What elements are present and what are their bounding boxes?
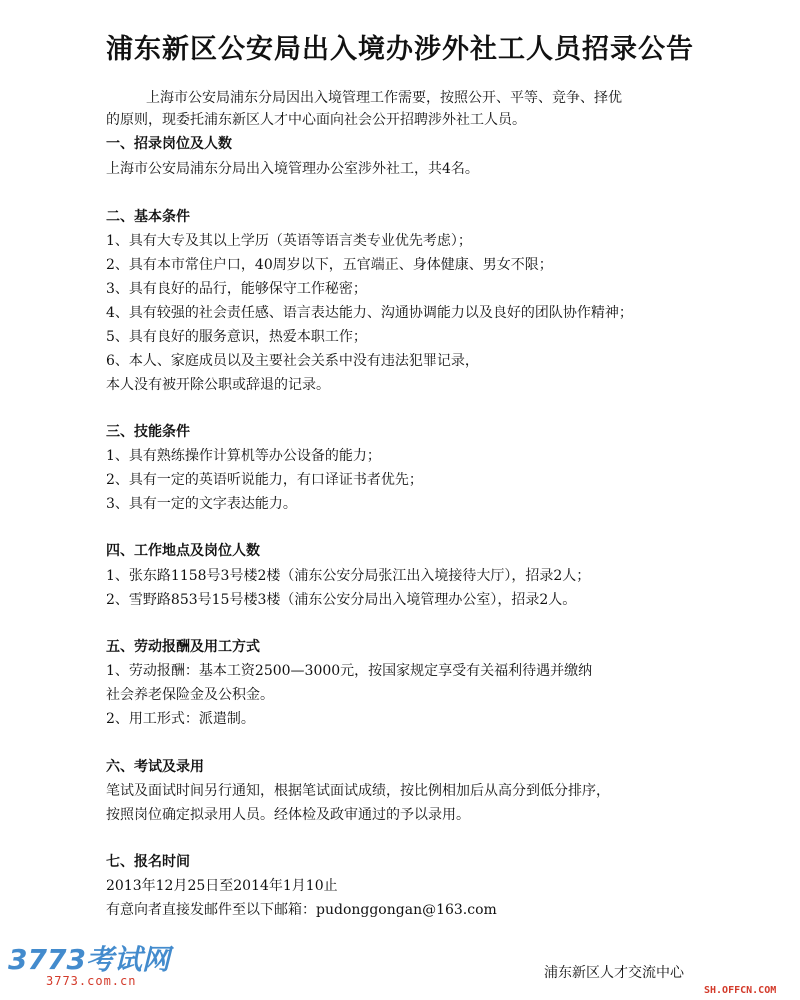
- section-line: 上海市公安局浦东分局出入境管理办公室涉外社工，共4名。: [106, 161, 479, 177]
- notice-title: 浦东新区公安局出入境办涉外社工人员招录公告: [106, 34, 694, 65]
- section-heading: 三、技能条件: [106, 424, 190, 440]
- watermark-url: 3773.com.cn: [46, 974, 137, 988]
- section-line: 4、具有较强的社会责任感、语言表达能力、沟通协调能力以及良好的团队协作精神；: [106, 305, 633, 321]
- section-line: 3、具有一定的文字表达能力。: [106, 496, 297, 512]
- section-heading: 六、考试及录用: [106, 759, 204, 775]
- section-line: 按照岗位确定拟录用人员。经体检及政审通过的予以录用。: [106, 807, 470, 823]
- section-line: 有意向者直接发邮件至以下邮箱：pudonggongan@163.com: [106, 902, 497, 918]
- section-line: 1、张东路1158号3号楼2楼（浦东公安分局张江出入境接待大厅），招录2人；: [106, 568, 591, 584]
- watermark-logo: 3773考试网: [8, 943, 170, 976]
- section-line: 1、具有大专及其以上学历（英语等语言类专业优先考虑）；: [106, 233, 472, 249]
- section-heading: 一、招录岗位及人数: [106, 136, 232, 152]
- section-line: 2、用工形式：派遣制。: [106, 711, 255, 727]
- section-line: 2、雪野路853号15号楼3楼（浦东公安分局出入境管理办公室），招录2人。: [106, 592, 577, 608]
- section-line: 2、具有一定的英语听说能力，有口译证书者优先；: [106, 472, 423, 488]
- section-line: 3、具有良好的品行，能够保守工作秘密；: [106, 281, 367, 297]
- section-line: 2、具有本市常住户口，40周岁以下，五官端正、身体健康、男女不限；: [106, 257, 553, 273]
- watermark-site: SH.OFFCN.COM: [704, 985, 777, 996]
- section-heading: 五、劳动报酬及用工方式: [106, 639, 260, 655]
- signature: 浦东新区人才交流中心: [544, 965, 684, 981]
- section-line: 本人没有被开除公职或辞退的记录。: [106, 377, 330, 393]
- section-heading: 四、工作地点及岗位人数: [106, 543, 260, 559]
- section-line: 6、本人、家庭成员以及主要社会关系中没有违法犯罪记录，: [106, 353, 479, 369]
- intro-line: 上海市公安局浦东分局因出入境管理工作需要，按照公开、平等、竞争、择优: [146, 90, 622, 106]
- intro-line: 的原则，现委托浦东新区人才中心面向社会公开招聘涉外社工人员。: [106, 112, 526, 128]
- section-line: 1、劳动报酬：基本工资2500—3000元，按国家规定享受有关福利待遇并缴纳: [106, 663, 593, 679]
- section-line: 1、具有熟练操作计算机等办公设备的能力；: [106, 448, 381, 464]
- section-heading: 二、基本条件: [106, 209, 190, 225]
- section-line: 2013年12月25日至2014年1月10止: [106, 878, 338, 894]
- section-heading: 七、报名时间: [106, 854, 190, 870]
- section-line: 社会养老保险金及公积金。: [106, 687, 274, 703]
- section-line: 笔试及面试时间另行通知，根据笔试面试成绩，按比例相加后从高分到低分排序，: [106, 783, 610, 799]
- section-line: 5、具有良好的服务意识，热爱本职工作；: [106, 329, 367, 345]
